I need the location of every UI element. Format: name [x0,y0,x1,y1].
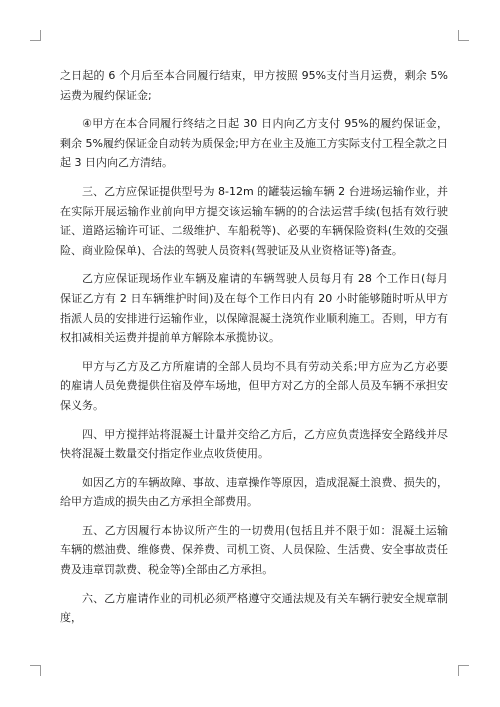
paragraph-clause-four: 四、甲方搅拌站将混凝土计量并交给乙方后，乙方应负责选择安全路线并尽快将混凝土数量交付指定作业点收货使用。 [60,427,448,461]
paragraph-labor-relation: 甲方与乙方及乙方所雇请的全部人员均不具有劳动关系;甲方应为乙方必要的雇请人员免费提供住宿及停车场地，但甲方对乙方的全部人员及车辆不承担安保义务。 [60,359,448,412]
paragraph-deposit-settlement: ④甲方在本合同履行终结之日起 30 日内向乙方支付 95%的履约保证金，剩余 5%履约保证金自动转为质保金;甲方在业主及施工方实际支付工程全款之日起 3 日内向乙方清结。 [60,117,448,170]
paragraph-payment-continuation: 之日起的 6 个月后至本合同履行结束，甲方按照 95%支付当月运费，剩余 5%运费为履约保证金; [60,69,448,102]
crop-mark-top-right [458,30,469,41]
paragraph-clause-five: 五、乙方因履行本协议所产生的一切费用(包括且并不限于如：混凝土运输车辆的燃油费、维修费、保养费、司机工资、人员保险、生活费、安全事故责任费及违章罚款费、税金等)全部由乙方承担。 [60,523,448,577]
crop-mark-top-left [30,30,41,41]
crop-mark-bottom-left [30,665,41,676]
paragraph-working-days: 乙方应保证现场作业车辆及雇请的车辆驾驶人员每月有 28 个工作日(每月保证乙方有 2 日车辆维护时间)及在每个工作日内有 20 小时能够随时听从甲方指派人员的安排进行运输作业，以保障混凝土浇筑作业顺利施工。否则，甲方有权扣减相关运费并提前单方解除本承揽协议。 [60,272,448,345]
document-body [60,66,448,637]
paragraph-clause-three: 三、乙方应保证提供型号为 8-12m 的罐装运输车辆 2 台进场运输作业，并在实际开展运输作业前向甲方提交该运输车辆的的合法运营手续(包括有效行驶证、道路运输许可证、二级维护、车船税等)、必要的车辆保险资料(生效的交强险、商业险保单)、合法的驾驶人员资料(驾驶证及从业资格证等)备查。 [60,184,448,257]
crop-mark-bottom-right [458,665,469,676]
paragraph-loss-liability: 如因乙方的车辆故障、事故、违章操作等原因，造成混凝土浪费、损失的，给甲方造成的损失由乙方承担全部费用。 [60,475,448,509]
paragraph-clause-six: 六、乙方雇请作业的司机必须严格遵守交通法规及有关车辆行驶安全规章制度， [60,591,448,625]
